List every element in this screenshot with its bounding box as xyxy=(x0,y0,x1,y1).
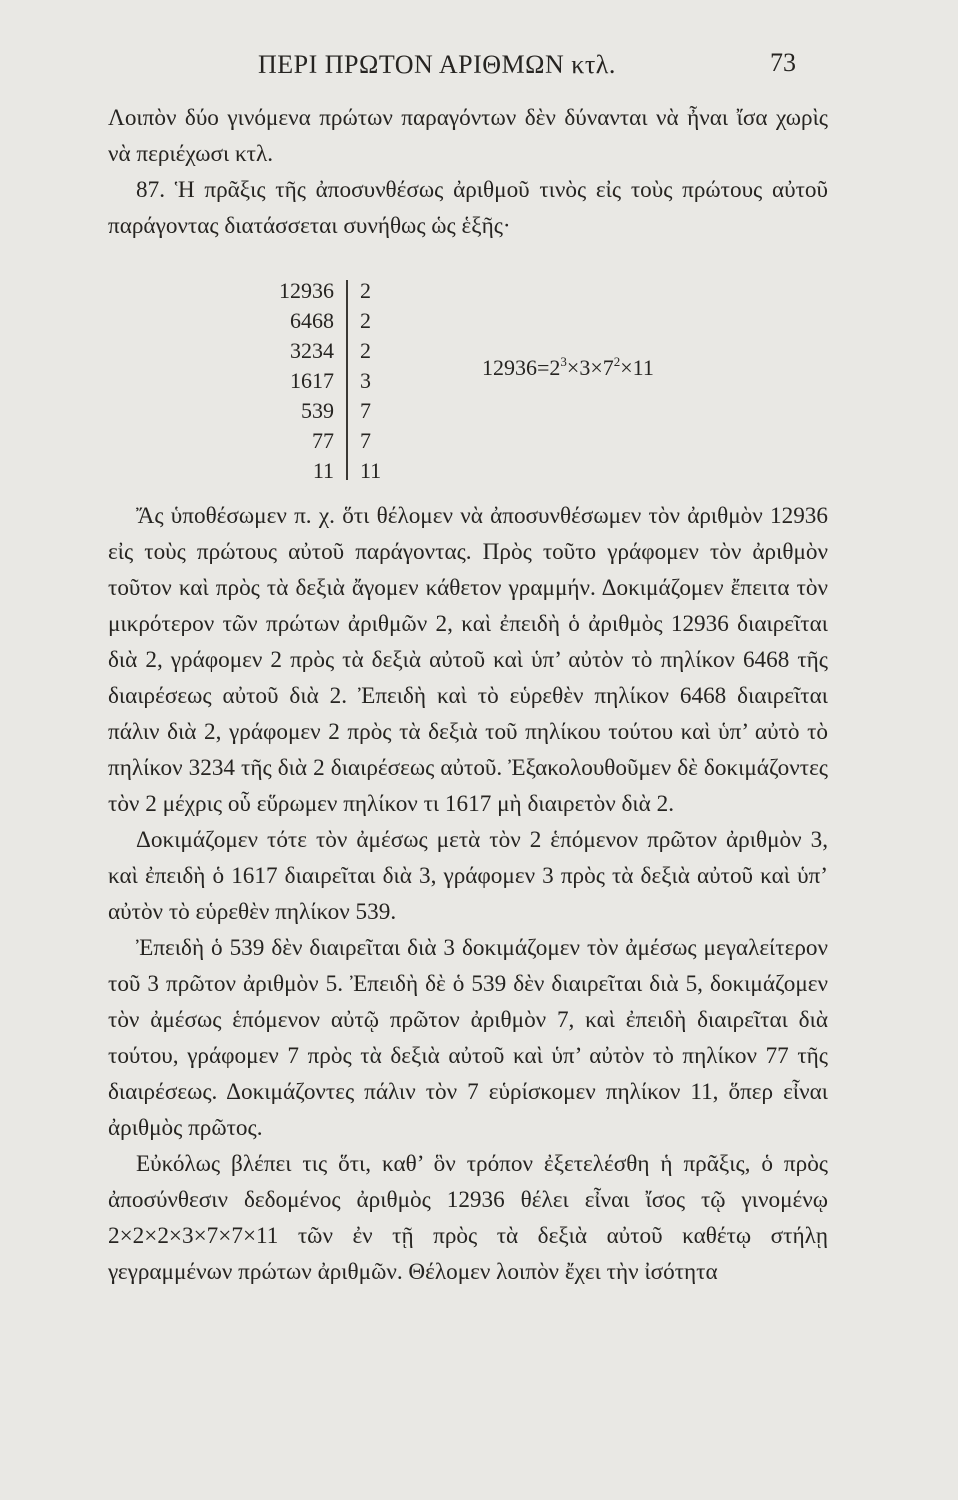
eq-middle: ×3×7 xyxy=(566,355,614,380)
eq-exponent: 2 xyxy=(613,354,621,369)
dividend: 11 xyxy=(312,458,334,483)
dividend: 6468 xyxy=(290,308,334,333)
eq-exponent: 3 xyxy=(560,354,567,369)
dividend: 1617 xyxy=(290,368,334,393)
paragraph: 87. Ἡ πρᾶξις τῆς ἀποσυνθέσως ἀριθμοῦ τινὸς εἰς τοὺς πρώτους αὐτοῦ παράγοντας διατάσσεται συνήθως ὡς ἑξῆς· xyxy=(108,177,828,239)
dividend: 539 xyxy=(301,398,334,423)
page-header xyxy=(0,48,958,88)
running-title: ΠΕΡΙ ΠΡΩΤΟΝ ΑΡΙΘΜΩΝ κτλ. xyxy=(258,50,616,79)
divisor: 7 xyxy=(360,428,371,453)
eq-right: ×11 xyxy=(620,355,654,380)
divisor: 7 xyxy=(360,398,371,423)
divisor: 2 xyxy=(360,278,371,303)
divisor: 3 xyxy=(360,368,371,393)
divisor: 2 xyxy=(360,308,371,333)
divisor: 2 xyxy=(360,338,371,363)
page-number: 73 xyxy=(770,48,796,77)
factorization-equation xyxy=(482,354,654,381)
dividend: 77 xyxy=(312,428,334,453)
divisor-column xyxy=(360,276,400,486)
dividend: 12936 xyxy=(279,278,334,303)
paragraph: Εὐκόλως βλέπει τις ὅτι, καθ’ ὃν τρόπον ἐξετελέσθη ἡ πρᾶξις, ὁ πρὸς ἀποσύνθεσιν δεδομένος ἀριθμὸς 12936 θέλει εἶναι ἴσος τῷ γινομένῳ 2×2×2×3×7×7×11 τῶν ἐν τῇ πρὸς τὰ δεξιὰ αὐτοῦ καθέτῳ στήλῃ γεγραμμένων πρώτων ἀριθμῶν. Θέλομεν λοιπὸν ἔχει τὴν ἰσότητα xyxy=(108,1151,828,1285)
dividend: 3234 xyxy=(290,338,334,363)
paragraph: Δοκιμάζομεν τότε τὸν ἀμέσως μετὰ τὸν 2 ἑπόμενον πρῶτον ἀριθμὸν 3, καὶ ἐπειδὴ ὁ 1617 διαιρεῖται διὰ 3, γράφομεν 3 πρὸς τὰ δεξιὰ αὐτοῦ καὶ ὑπ’ αὐτὸν τὸ εὑρεθὲν πηλίκον 539. xyxy=(108,827,828,925)
eq-left: 12936=2 xyxy=(482,355,561,380)
intro-text xyxy=(108,100,828,244)
factorization-table xyxy=(250,276,730,486)
paragraph: Ἄς ὑποθέσωμεν π. χ. ὅτι θέλομεν νὰ ἀποσυνθέσωμεν τὸν ἀριθμὸν 12936 εἰς τοὺς πρώτους αὐτοῦ παράγοντας. Πρὸς τοῦτο γράφομεν τὸν ἀριθμὸν τοῦτον καὶ πρὸς τὰ δεξιὰ ἄγομεν κάθετον γραμμήν. Δοκιμάζομεν ἔπειτα τὸν μικρότερον τῶν πρώτων ἀριθμῶν 2, καὶ ἐπειδὴ ὁ ἀριθμὸς 12936 διαιρεῖται διὰ 2, γράφομεν 2 πρὸς τὰ δεξιὰ αὐτοῦ καὶ ὑπ’ αὐτὸν τὸ πηλίκον 6468 τῆς διαιρέσεως αὐτοῦ διὰ 2. Ἐπειδὴ καὶ τὸ εὑρεθὲν πηλίκον 6468 διαιρεῖται πάλιν διὰ 2, γράφομεν 2 πρὸς τὰ δεξιὰ τοῦ πηλίκου τούτου καὶ ὑπ’ αὐτὸ τὸ πηλίκον 3234 τῆς διὰ 2 διαιρέσεως αὐτοῦ. Ἐξακολουθοῦμεν δὲ δοκιμάζοντες τὸν 2 μέχρις οὗ εὕρωμεν πηλίκον τι 1617 μὴ διαιρετὸν διὰ 2. xyxy=(108,503,828,817)
body-text xyxy=(108,498,828,1290)
divisor: 11 xyxy=(360,458,382,483)
paragraph: Ἐπειδὴ ὁ 539 δὲν διαιρεῖται διὰ 3 δοκιμάζομεν τὸν ἀμέσως μεγαλείτερον τοῦ 3 πρῶτον ἀριθμὸν 5. Ἐπειδὴ δὲ ὁ 539 δὲν διαιρεῖται διὰ 5, δοκιμάζομεν τὸν ἀμέσως ἑπόμενον αὐτῷ πρῶτον ἀριθμὸν 7, καὶ ἐπειδὴ διαιρεῖται διὰ τούτου, γράφομεν 7 πρὸς τὰ δεξιὰ αὐτοῦ καὶ ὑπ’ αὐτὸν τὸ πηλίκον 77 τῆς διαιρέσεως. Δοκιμάζοντες πάλιν τὸν 7 εὑρίσκομεν πηλίκον 11, ὅπερ εἶναι ἀριθμὸς πρῶτος. xyxy=(108,935,828,1141)
vertical-rule xyxy=(346,280,348,480)
dividend-column xyxy=(250,276,334,486)
paragraph: Λοιπὸν δύο γινόμενα πρώτων παραγόντων δὲν δύνανται νὰ ἦναι ἴσα χωρὶς νὰ περιέχωσι κτλ. xyxy=(108,105,828,167)
